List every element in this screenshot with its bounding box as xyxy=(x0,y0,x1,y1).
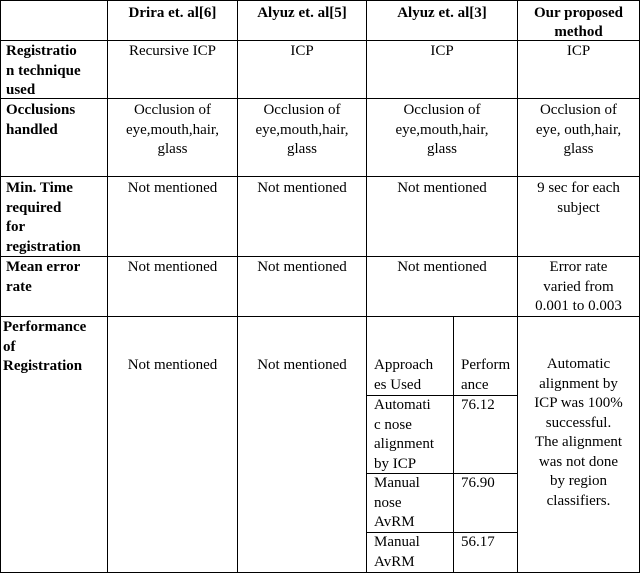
cell-mean-error-drira: Not mentioned xyxy=(127,259,218,275)
header-alyuz3: Alyuz et. al[3] xyxy=(397,5,487,21)
cell-line: glass xyxy=(427,141,457,157)
cell-line: alignment by xyxy=(539,375,618,392)
cell-occlusions-alyuz5 xyxy=(238,101,366,160)
header-proposed-line: Our proposed xyxy=(533,5,624,21)
cell-registration-alyuz3: ICP xyxy=(430,43,454,59)
cell-line: alignment xyxy=(374,436,434,452)
subtable-row-value: 56.17 xyxy=(461,534,495,550)
rule-col-3 xyxy=(366,0,367,573)
cell-line: Manual xyxy=(374,534,420,550)
label-line: required xyxy=(6,199,62,216)
cell-line: Error rate xyxy=(549,259,608,275)
cell-line: glass xyxy=(563,141,594,157)
cell-line: 9 sec for each xyxy=(537,180,620,196)
row-label-mean-error xyxy=(6,258,106,297)
cell-line: 0.001 to 0.003 xyxy=(535,298,622,314)
cell-mean-error-proposed xyxy=(518,258,639,317)
cell-line: eye,mouth,hair, xyxy=(125,121,220,138)
cell-line: by ICP xyxy=(374,455,417,472)
subtable-row-value: 76.90 xyxy=(461,475,495,491)
label-line: Registration xyxy=(3,358,83,374)
cell-line: glass xyxy=(157,141,188,157)
row-label-performance xyxy=(3,318,107,377)
header-drira: Drira et. al[6] xyxy=(128,5,217,21)
label-line: of xyxy=(3,338,16,355)
rule-top xyxy=(0,0,640,1)
rule-after-occlusions xyxy=(0,176,640,177)
cell-line: ance xyxy=(461,376,489,393)
cell-line: Manual xyxy=(374,475,420,491)
cell-line: successful. xyxy=(545,414,612,431)
label-line: Registratio xyxy=(6,43,77,59)
cell-line: by region xyxy=(549,473,608,489)
rule-col-2 xyxy=(237,0,238,573)
row-label-min-time xyxy=(6,179,106,257)
cell-min-time-alyuz5: Not mentioned xyxy=(257,180,347,196)
cell-line: Occlusion of xyxy=(263,102,341,118)
label-line: Occlusions xyxy=(6,102,76,118)
label-line: handled xyxy=(6,121,58,138)
subtable-row-approach xyxy=(374,474,452,533)
label-line: rate xyxy=(6,278,32,295)
cell-performance-alyuz5: Not mentioned xyxy=(257,357,347,373)
label-line: registration xyxy=(6,238,81,255)
cell-line: Perform xyxy=(461,357,511,373)
row-label-registration xyxy=(6,42,106,101)
label-line: used xyxy=(6,82,36,98)
subtable-row-approach xyxy=(374,396,452,474)
cell-line: eye, outh,hair, xyxy=(535,121,622,138)
cell-line: c nose xyxy=(374,416,412,433)
cell-occlusions-drira xyxy=(108,101,237,160)
label-line: Performance xyxy=(3,319,87,335)
cell-line: glass xyxy=(287,141,317,157)
cell-min-time-drira: Not mentioned xyxy=(127,180,218,196)
cell-mean-error-alyuz5: Not mentioned xyxy=(257,259,347,275)
cell-line: Occlusion of xyxy=(133,102,212,118)
cell-line: was not done xyxy=(538,453,619,470)
cell-occlusions-alyuz3 xyxy=(367,101,517,160)
label-line: Mean error xyxy=(6,259,81,275)
cell-registration-alyuz5: ICP xyxy=(290,43,314,59)
subtable-divider xyxy=(453,316,454,573)
cell-line: AvRM xyxy=(374,553,415,570)
cell-min-time-alyuz3: Not mentioned xyxy=(397,180,487,196)
subtable-row-approach xyxy=(374,533,452,572)
cell-line: es Used xyxy=(374,376,422,393)
cell-min-time-proposed xyxy=(518,179,639,218)
cell-line: subject xyxy=(557,199,600,216)
rule-col-left xyxy=(0,0,1,573)
header-alyuz5: Alyuz et. al[5] xyxy=(257,5,347,21)
label-line: for xyxy=(6,219,26,235)
cell-line: eye,mouth,hair, xyxy=(395,121,489,138)
header-proposed xyxy=(518,4,639,42)
cell-line: nose xyxy=(374,494,402,511)
cell-line: Occlusion of xyxy=(403,102,481,118)
cell-line: Approach xyxy=(374,357,434,373)
label-line: n technique xyxy=(6,62,81,79)
cell-line: varied from xyxy=(543,278,614,295)
cell-line: The alignment xyxy=(534,434,623,450)
cell-registration-drira: Recursive ICP xyxy=(128,43,217,59)
row-label-occlusions xyxy=(6,101,106,140)
cell-line: Automati xyxy=(374,397,431,413)
rule-col-1 xyxy=(107,0,108,573)
cell-occlusions-proposed xyxy=(518,101,639,160)
subtable-row-value: 76.12 xyxy=(461,397,495,413)
cell-line: AvRM xyxy=(374,514,415,530)
cell-line: Occlusion of xyxy=(539,102,618,118)
cell-mean-error-alyuz3: Not mentioned xyxy=(397,259,487,275)
cell-performance-drira: Not mentioned xyxy=(127,357,218,373)
cell-registration-proposed: ICP xyxy=(566,43,591,59)
cell-line: Automatic xyxy=(546,356,611,372)
cell-performance-proposed xyxy=(518,355,639,511)
subtable-header-approaches xyxy=(374,356,452,395)
cell-line: classifiers. xyxy=(546,492,611,509)
cell-line: ICP was 100% xyxy=(534,395,623,411)
header-proposed-line: method xyxy=(554,23,603,40)
label-line: Min. Time xyxy=(6,180,73,196)
subtable-header-performance xyxy=(461,356,517,395)
cell-line: eye,mouth,hair, xyxy=(255,121,349,138)
